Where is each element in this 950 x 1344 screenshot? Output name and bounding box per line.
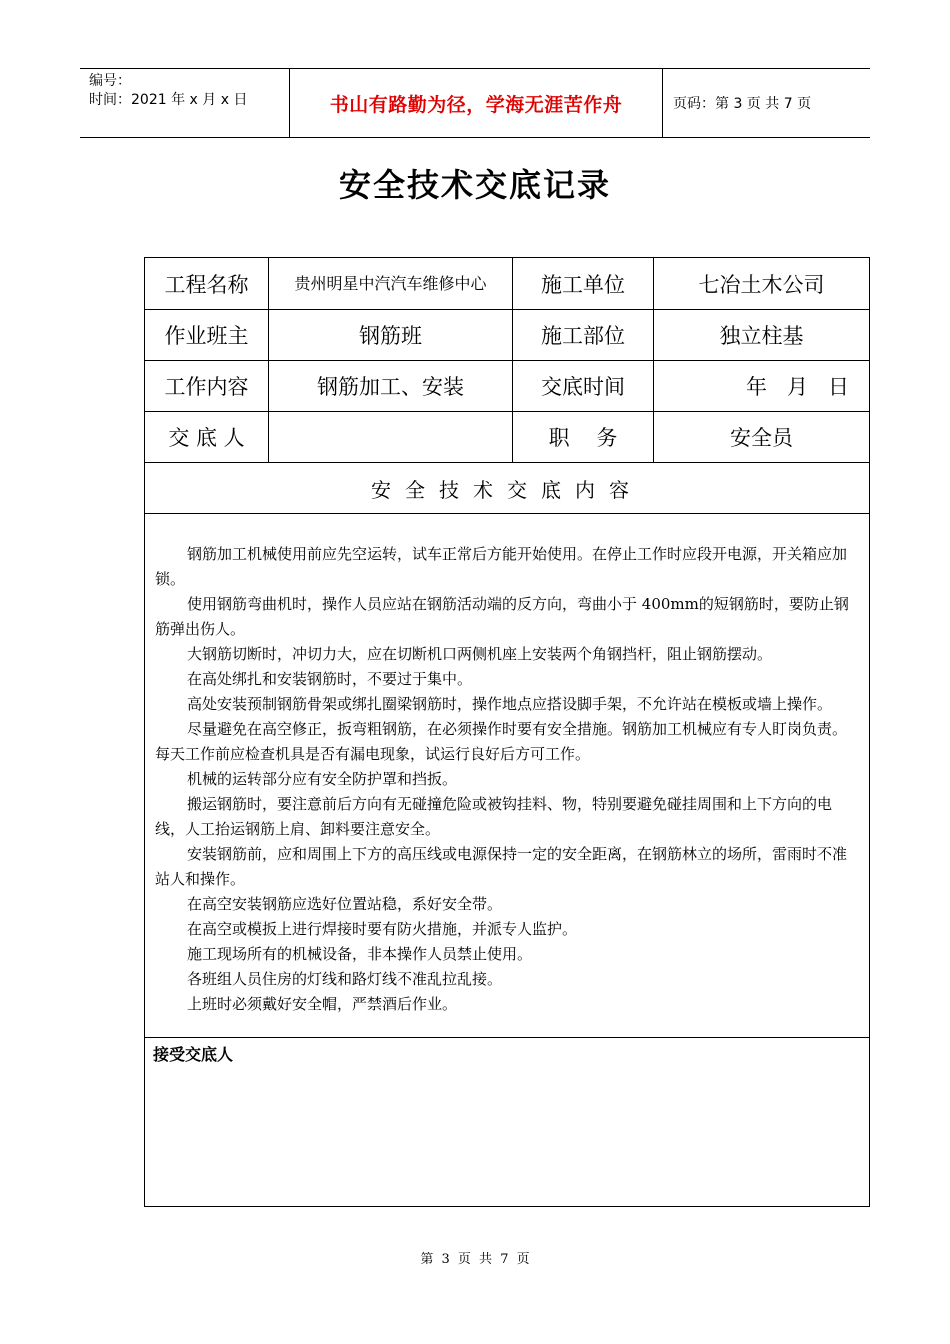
content-paragraph: 钢筋加工机械使用前应先空运转，试车正常后方能开始使用。在停止工作时应段开电源，开关箱应加锁。 — [155, 545, 848, 588]
label-construction-unit: 施工单位 — [513, 258, 654, 309]
label-work-content: 工作内容 — [145, 361, 269, 411]
value-construction-part: 独立柱基 — [719, 324, 804, 348]
date-year: 年 — [746, 375, 767, 399]
value-work-content: 钢筋加工、安装 — [269, 361, 513, 411]
table-row — [145, 361, 869, 412]
record-table — [144, 257, 870, 1207]
content-paragraph: 在高空或模扳上进行焊接时要有防火措施，并派专人监护。 — [187, 920, 578, 938]
value-construction-unit: 七冶土木公司 — [698, 272, 825, 297]
label-team-lead: 作业班主 — [145, 310, 269, 360]
value-project-name: 贵州明星中汽汽车维修中心 — [269, 258, 513, 309]
value-briefer — [269, 412, 513, 462]
receiver-label: 接受交底人 — [153, 1045, 234, 1064]
content-paragraph: 施工现场所有的机械设备，非本操作人员禁止使用。 — [187, 945, 533, 963]
briefing-content — [145, 514, 869, 1037]
document-header — [80, 68, 870, 138]
value-briefing-date — [654, 361, 869, 411]
content-paragraph: 在高处绑扎和安装钢筋时，不要过于集中。 — [187, 670, 473, 688]
page-footer: 第 3 页 共 7 页 — [420, 1252, 530, 1267]
receiver-section — [145, 1037, 869, 1212]
label-briefing-time: 交底时间 — [513, 361, 654, 411]
content-paragraph: 各班组人员住房的灯线和路灯线不准乱拉乱接。 — [187, 970, 503, 988]
page-label: 页码：第 3 页 共 7 页 — [673, 96, 812, 112]
motto: 书山有路勤为径，学海无涯苦作舟 — [289, 69, 663, 137]
content-paragraph: 安装钢筋前，应和周围上下方的高压线或电源保持一定的安全距离，在钢筋林立的场所，雷雨时不准站人和操作。 — [155, 845, 848, 888]
label-briefer: 交 底 人 — [145, 412, 269, 462]
header-meta — [80, 69, 289, 137]
content-heading: 安全技术交底内容 — [145, 463, 869, 514]
page-title: 安全技术交底记录 — [338, 166, 611, 204]
label-construction-part: 施工部位 — [513, 310, 654, 360]
content-paragraph: 上班时必须戴好安全帽，严禁酒后作业。 — [187, 995, 458, 1013]
date-day: 日 — [828, 375, 849, 399]
content-paragraph: 在高空安装钢筋应选好位置站稳，系好安全带。 — [187, 895, 503, 913]
content-paragraph: 使用钢筋弯曲机时，操作人员应站在钢筋活动端的反方向，弯曲小于 400mm的短钢筋时，要防止钢筋弹出伤人。 — [155, 595, 849, 638]
value-team-lead: 钢筋班 — [269, 310, 513, 360]
number-label: 编号： — [89, 73, 131, 89]
table-row — [145, 258, 869, 310]
content-paragraph: 尽量避免在高空修正，扳弯粗钢筋，在必须操作时要有安全措施。钢筋加工机械应有专人盯岗负责。每天工作前应检查机具是否有漏电现象，试运行良好后方可工作。 — [155, 720, 848, 763]
content-paragraph: 搬运钢筋时，要注意前后方向有无碰撞危险或被钩挂料、物，特别要避免碰挂周围和上下方向的电线，人工抬运钢筋上肩、卸料要注意安全。 — [155, 795, 833, 838]
content-paragraph: 机械的运转部分应有安全防护罩和挡扳。 — [187, 770, 458, 788]
label-project-name: 工程名称 — [145, 258, 269, 309]
table-row — [145, 310, 869, 361]
content-paragraph: 大钢筋切断时，冲切力大，应在切断机口两侧机座上安装两个角钢挡杆，阻止钢筋摆动。 — [187, 645, 773, 663]
time-label: 时间：2021 年 x 月 x 日 — [89, 92, 248, 108]
value-position: 安全员 — [730, 426, 793, 450]
date-month: 月 — [787, 375, 808, 399]
table-row — [145, 412, 869, 463]
content-paragraph: 高处安装预制钢筋骨架或绑扎圈梁钢筋时，操作地点应搭设脚手架，不允许站在模板或墙上操作。 — [187, 695, 833, 713]
label-position: 职 务 — [513, 412, 654, 462]
